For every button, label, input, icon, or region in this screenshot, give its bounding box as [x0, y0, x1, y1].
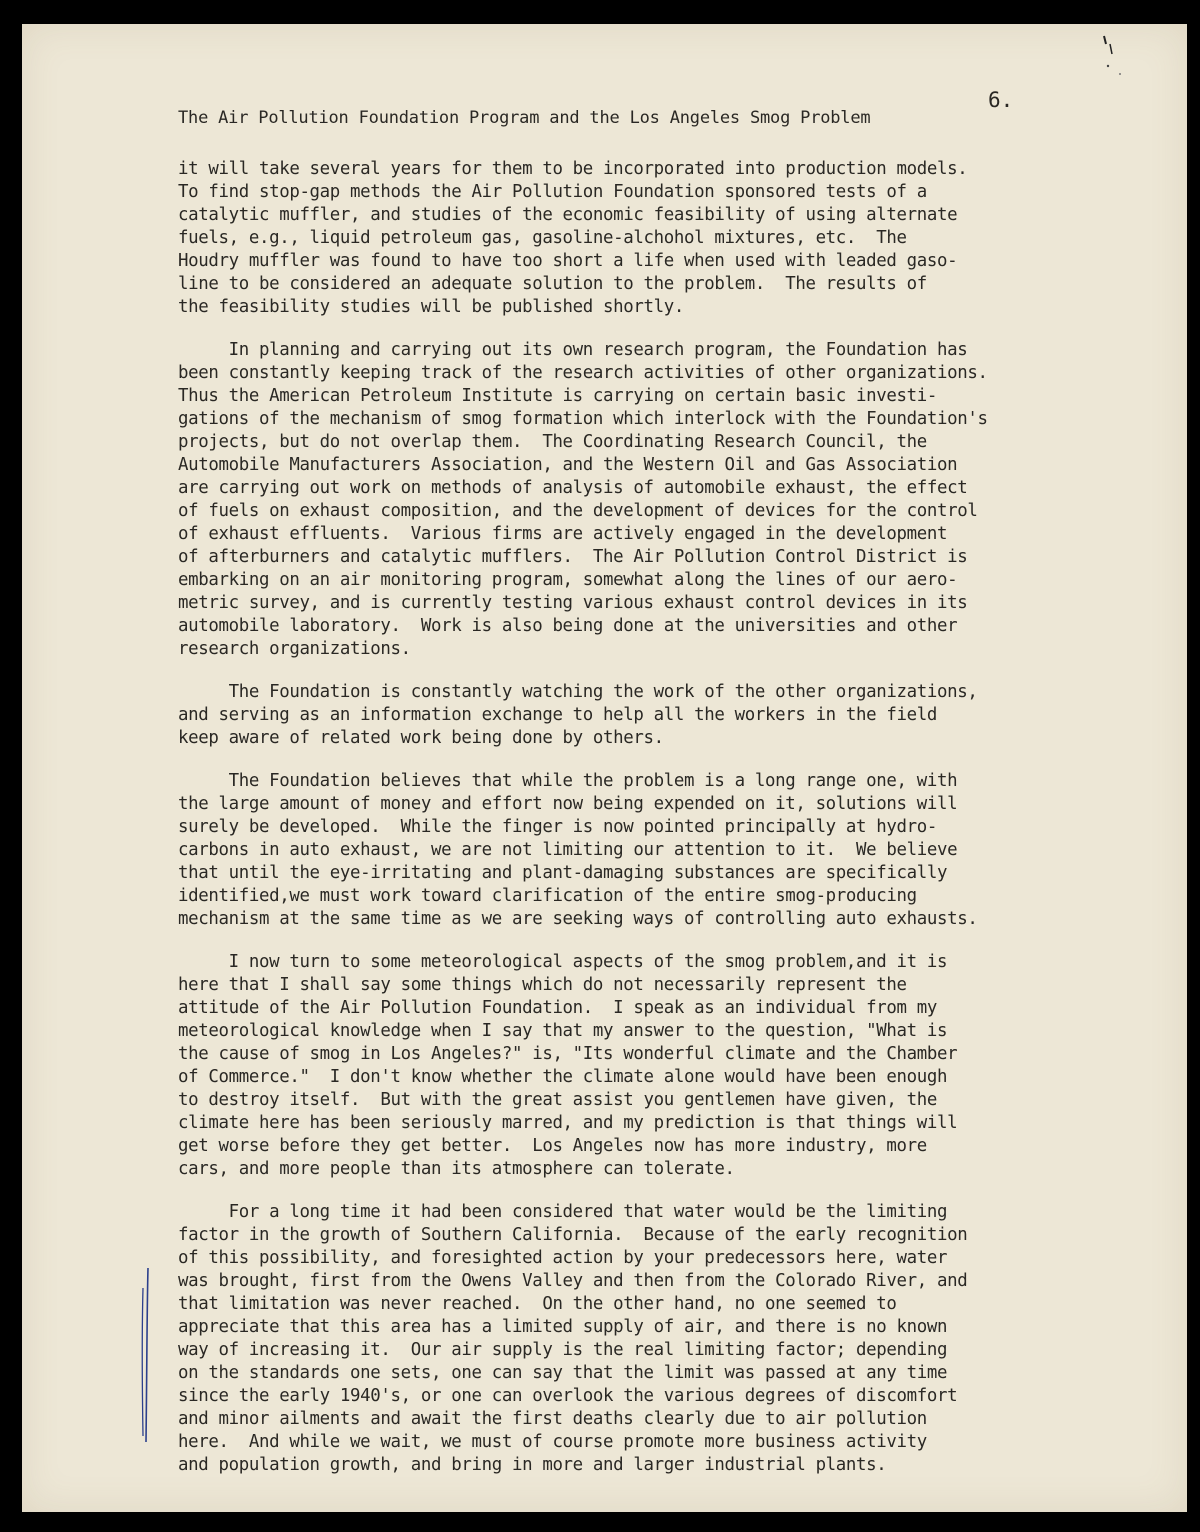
text-line: gations of the mechanism of smog formation which interlock with the Foundation's: [178, 409, 988, 429]
text-line: For a long time it had been considered that water would be the limiting: [178, 1202, 948, 1222]
text-line: here that I shall say some things which do not necessarily represent the: [178, 975, 907, 995]
text-line: on the standards one sets, one can say that the limit was passed at any time: [178, 1363, 948, 1383]
text-line: the feasibility studies will be published shortly.: [178, 297, 685, 317]
text-line: line to be considered an adequate solution to the problem. The results of: [178, 274, 927, 294]
text-line: automobile laboratory. Work is also being done at the universities and other: [178, 616, 958, 636]
text-line: of afterburners and catalytic mufflers. The Air Pollution Control District is: [178, 547, 968, 567]
text-line: get worse before they get better. Los Angeles now has more industry, more: [178, 1136, 927, 1156]
page-number: 6.: [988, 88, 1014, 112]
text-line: catalytic muffler, and studies of the economic feasibility of using alternate: [178, 205, 958, 225]
text-line: way of increasing it. Our air supply is the real limiting factor; depending: [178, 1340, 948, 1360]
text-line: research organizations.: [178, 639, 411, 659]
text-line: that limitation was never reached. On the other hand, no one seemed to: [178, 1294, 897, 1314]
text-line: I now turn to some meteorological aspects of the smog problem,and it is: [178, 952, 948, 972]
text-line: it will take several years for them to be incorporated into production models.: [178, 159, 968, 179]
text-line: In planning and carrying out its own research program, the Foundation has: [178, 340, 968, 360]
paragraph: [178, 951, 1078, 1181]
text-line: to destroy itself. But with the great assist you gentlemen have given, the: [178, 1090, 938, 1110]
text-line: was brought, first from the Owens Valley and then from the Colorado River, and: [178, 1271, 968, 1291]
text-line: the cause of smog in Los Angeles?" is, "Its wonderful climate and the Chamber: [178, 1044, 958, 1064]
text-line: of this possibility, and foresighted action by your predecessors here, water: [178, 1248, 948, 1268]
text-line: metric survey, and is currently testing various exhaust control devices in its: [178, 593, 968, 613]
text-line: attitude of the Air Pollution Foundation. I speak as an individual from my: [178, 998, 938, 1018]
paragraph: [178, 681, 1078, 750]
paragraph: [178, 1201, 1078, 1477]
text-line: here. And while we wait, we must of course promote more business activity: [178, 1432, 927, 1452]
text-line: climate here has been seriously marred, and my prediction is that things will: [178, 1113, 958, 1133]
text-line: projects, but do not overlap them. The Coordinating Research Council, the: [178, 432, 927, 452]
text-line: the large amount of money and effort now being expended on it, solutions will: [178, 794, 958, 814]
text-line: of Commerce." I don't know whether the climate alone would have been enough: [178, 1067, 948, 1087]
text-line: To find stop-gap methods the Air Pollution Foundation sponsored tests of a: [178, 182, 927, 202]
text-line: appreciate that this area has a limited supply of air, and there is no known: [178, 1317, 948, 1337]
text-line: Thus the American Petroleum Institute is carrying on certain basic investi-: [178, 386, 938, 406]
text-line: The Foundation believes that while the problem is a long range one, with: [178, 771, 958, 791]
text-line: mechanism at the same time as we are seeking ways of controlling auto exhausts.: [178, 909, 978, 929]
paragraph: [178, 158, 1078, 319]
text-line: and population growth, and bring in more and larger industrial plants.: [178, 1455, 887, 1475]
text-line: carbons in auto exhaust, we are not limiting our attention to it. We believe: [178, 840, 958, 860]
text-line: and minor ailments and await the first deaths clearly due to air pollution: [178, 1409, 927, 1429]
text-line: identified,we must work toward clarification of the entire smog-producing: [178, 886, 917, 906]
ink-mark-corner: [1096, 30, 1126, 90]
text-line: of exhaust effluents. Various firms are actively engaged in the development: [178, 524, 948, 544]
text-line: factor in the growth of Southern California. Because of the early recognition: [178, 1225, 968, 1245]
running-head: The Air Pollution Foundation Program and the Los Angeles Smog Problem: [178, 108, 871, 128]
text-line: been constantly keeping track of the research activities of other organizations.: [178, 363, 988, 383]
text-line: Houdry muffler was found to have too short a life when used with leaded gaso-: [178, 251, 958, 271]
text-line: embarking on an air monitoring program, somewhat along the lines of our aero-: [178, 570, 958, 590]
text-line: meteorological knowledge when I say that my answer to the question, "What is: [178, 1021, 948, 1041]
text-line: since the early 1940's, or one can overlook the various degrees of discomfort: [178, 1386, 958, 1406]
text-line: and serving as an information exchange to help all the workers in the field: [178, 705, 938, 725]
text-line: are carrying out work on methods of analysis of automobile exhaust, the effect: [178, 478, 968, 498]
text-line: that until the eye-irritating and plant-damaging substances are specifically: [178, 863, 948, 883]
body-text: [178, 158, 1078, 1497]
text-line: cars, and more people than its atmosphere can tolerate.: [178, 1159, 735, 1179]
paragraph: [178, 339, 1078, 661]
text-line: surely be developed. While the finger is now pointed principally at hydro-: [178, 817, 938, 837]
margin-annotation-line: [138, 1266, 152, 1446]
text-line: The Foundation is constantly watching the work of the other organizations,: [178, 682, 978, 702]
paragraph: [178, 770, 1078, 931]
text-line: fuels, e.g., liquid petroleum gas, gasoline-alchohol mixtures, etc. The: [178, 228, 907, 248]
text-line: Automobile Manufacturers Association, and the Western Oil and Gas Association: [178, 455, 958, 475]
text-line: keep aware of related work being done by others.: [178, 728, 664, 748]
text-line: of fuels on exhaust composition, and the development of devices for the control: [178, 501, 978, 521]
